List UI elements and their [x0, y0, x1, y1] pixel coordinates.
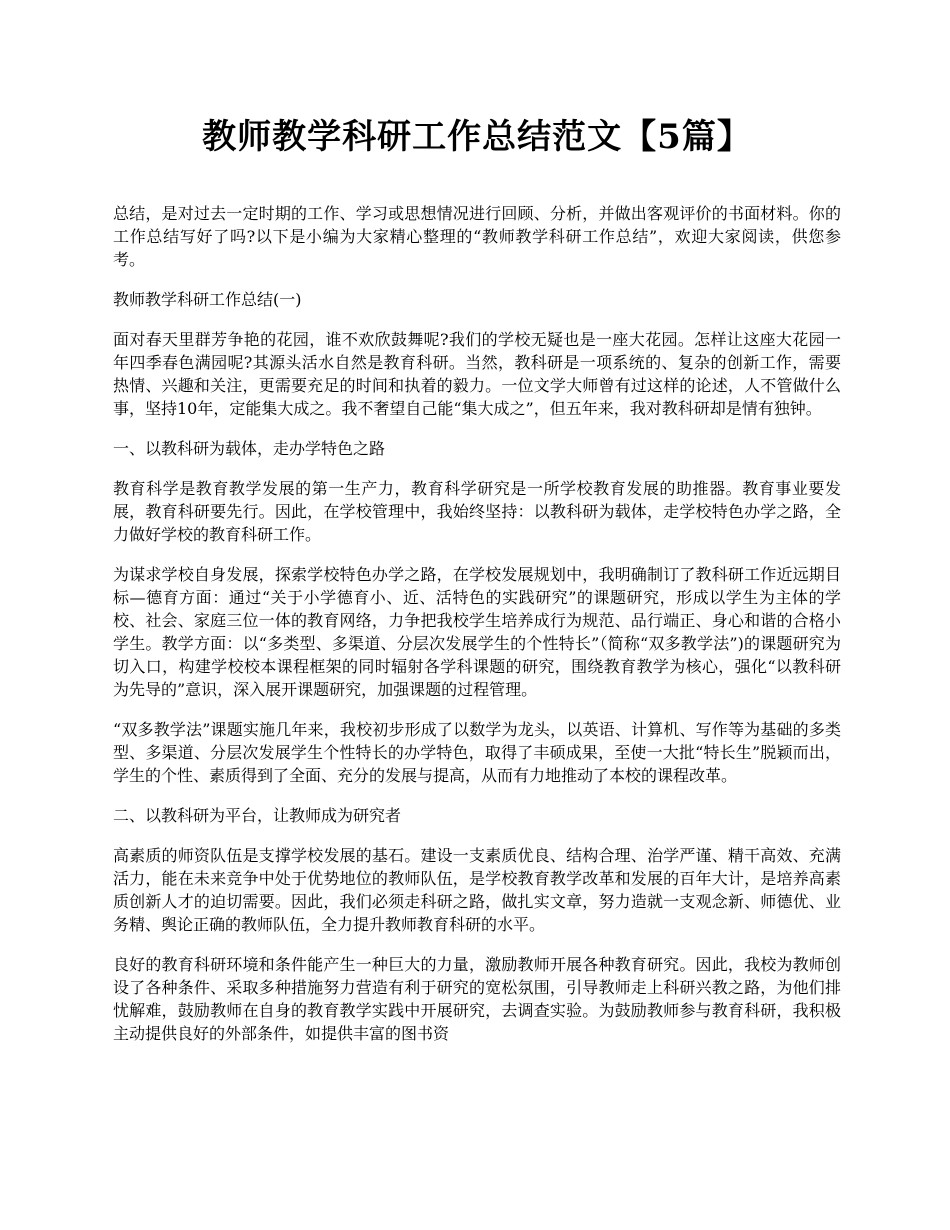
paragraph-results: “双多教学法”课题实施几年来，我校初步形成了以数学为龙头，以英语、计算机、写作等为基础的多类型、多渠道、分层次发展学生个性特长的办学特色，取得了丰硕成果，至使一大批“特长生”脱颖而出，学生的个性、素质得到了全面、充分的发展与提高，从而有力地推动了本校的课程改革。 — [113, 720, 841, 785]
paragraph-planning: 为谋求学校自身发展，探索学校特色办学之路，在学校发展规划中，我明确制订了教科研工作近远期目标—德育方面：通过“关于小学德育小、近、活特色的实践研究”的课题研究，形成以学生为主体的学校、社会、家庭三位一体的教育网络，力争把我校学生培养成行为规范、品行端正、身心和谐的合格小学生。教学方面：以“多类型、多渠道、分层次发展学生的个性特长”（简称“双多教学法”)的课题研究为切入口，构建学校校本课程框架的同时辐射各学科课题的研究，围绕教育教学为核心，强化“以教科研为先导的”意识，深入展开课题研究，加强课题的过程管理。 — [113, 565, 841, 699]
paragraph-intro: 总结，是对过去一定时期的工作、学习或思想情况进行回顾、分析，并做出客观评价的书面材料。你的工作总结写好了吗?以下是小编为大家精心整理的“教师教学科研工作总结”，欢迎大家阅读，供您参考。 — [113, 204, 841, 269]
section-heading-part-one: 教师教学科研工作总结(一) — [113, 290, 302, 309]
paragraph-environment: 良好的教育科研环境和条件能产生一种巨大的力量，激励教师开展各种教育研究。因此，我校为教师创设了各种条件、采取多种措施努力营造有利于研究的宽松氛围，引导教师走上科研兴教之路，为他们排忧解难，鼓励教师在自身的教育教学实践中开展研究，去调查实验。为鼓励教师参与教育科研，我积极主动提供良好的外部条件，如提供丰富的图书资 — [113, 955, 841, 1043]
section-heading-2: 二、以教科研为平台，让教师成为研究者 — [113, 806, 402, 825]
paragraph-garden: 面对春天里群芳争艳的花园，谁不欢欣鼓舞呢?我们的学校无疑也是一座大花园。怎样让这座大花园一年四季春色满园呢?其源头活水自然是教育科研。当然，教科研是一项系统的、复杂的创新工作，需要热情、兴趣和关注，更需要充足的时间和执着的毅力。一位文学大师曾有过这样的论述，人不管做什么事，坚持10年，定能集大成之。我不奢望自己能“集大成之”，但五年来，我对教科研却是情有独钟。 — [113, 330, 841, 418]
paragraph-productivity: 教育科学是教育教学发展的第一生产力，教育科学研究是一所学校教育发展的助推器。教育事业要发展，教育科研要先行。因此，在学校管理中，我始终坚持：以教科研为载体，走学校特色办学之路，全力做好学校的教育科研工作。 — [113, 479, 841, 544]
paragraph-teachers: 高素质的师资队伍是支撑学校发展的基石。建设一支素质优良、结构合理、治学严谨、精干高效、充满活力，能在未来竞争中处于优势地位的教师队伍，是学校教育教学改革和发展的百年大计，是培养高素质创新人才的迫切需要。因此，我们必须走科研之路，做扎实文章，努力造就一支观念新、师德优、业务精、舆论正确的教师队伍，全力提升教师教育科研的水平。 — [113, 846, 841, 934]
document-page — [113, 112, 841, 1062]
section-heading-1: 一、以教科研为载体，走办学特色之路 — [113, 439, 386, 458]
document-title: 教师教学科研工作总结范文【5篇】 — [202, 117, 752, 157]
